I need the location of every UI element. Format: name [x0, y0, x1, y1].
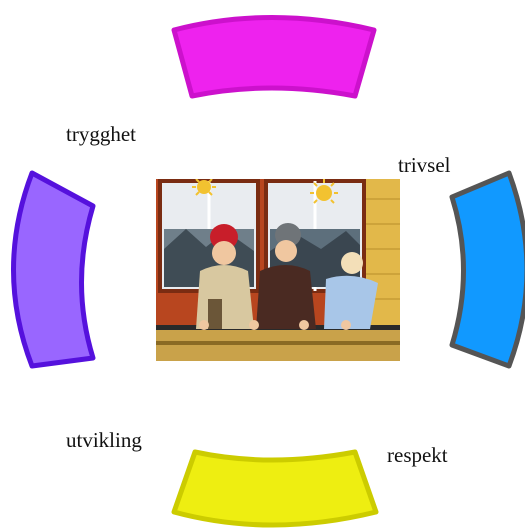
label-trygghet: trygghet	[66, 122, 136, 146]
segment-bottom	[174, 452, 376, 525]
segment-top	[174, 18, 374, 97]
children-photo	[156, 179, 400, 361]
label-utvikling: utvikling	[66, 428, 142, 452]
children-photo-illustration	[156, 179, 400, 361]
segment-left	[14, 173, 94, 366]
label-trivsel: trivsel	[398, 153, 451, 177]
label-respekt: respekt	[387, 443, 448, 467]
segment-right	[452, 173, 525, 366]
